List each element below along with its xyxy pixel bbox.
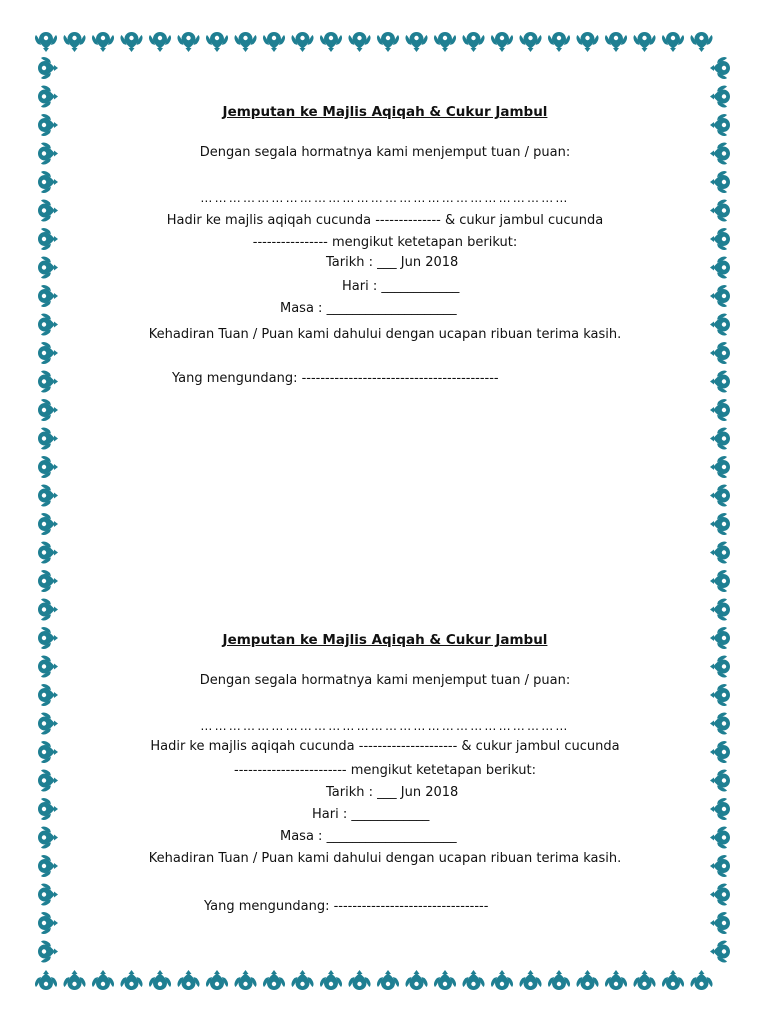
- flower-motif-icon: [710, 684, 730, 706]
- flower-motif-icon: [519, 32, 541, 52]
- flower-motif-icon: [710, 199, 730, 221]
- flower-motif-icon: [38, 114, 58, 136]
- flower-motif-icon: [206, 32, 228, 52]
- flower-motif-icon: [377, 32, 399, 52]
- flower-motif-icon: [710, 912, 730, 934]
- invitation-card-2: [120, 634, 650, 924]
- flower-motif-icon: [63, 32, 85, 52]
- flower-motif-icon: [92, 32, 114, 52]
- flower-motif-icon: [710, 513, 730, 535]
- flower-motif-icon: [710, 313, 730, 335]
- flower-motif-icon: [38, 57, 58, 79]
- flower-motif-icon: [320, 970, 342, 990]
- flower-motif-icon: [38, 627, 58, 649]
- flower-motif-icon: [462, 32, 484, 52]
- flower-motif-icon: [710, 228, 730, 250]
- flower-motif-icon: [405, 970, 427, 990]
- date-line: Tarikh : ___ Jun 2018: [326, 785, 459, 800]
- host-line: Yang mengundang: ------------------------------------------: [172, 371, 499, 386]
- flower-motif-icon: [633, 32, 655, 52]
- flower-motif-icon: [710, 712, 730, 734]
- flower-motif-icon: [38, 855, 58, 877]
- flower-motif-icon: [92, 970, 114, 990]
- flower-motif-icon: [434, 32, 456, 52]
- flower-motif-icon: [320, 32, 342, 52]
- flower-motif-icon: [291, 970, 313, 990]
- flower-motif-icon: [38, 142, 58, 164]
- flower-motif-icon: [38, 370, 58, 392]
- flower-motif-icon: [38, 912, 58, 934]
- flower-motif-icon: [206, 970, 228, 990]
- flower-motif-icon: [710, 285, 730, 307]
- greeting-text: Dengan segala hormatnya kami menjemput tuan / puan:: [199, 145, 571, 160]
- flower-motif-icon: [38, 342, 58, 364]
- flower-motif-icon: [38, 598, 58, 620]
- flower-motif-icon: [38, 940, 58, 962]
- flower-motif-icon: [38, 285, 58, 307]
- flower-motif-icon: [710, 456, 730, 478]
- flower-motif-icon: [710, 798, 730, 820]
- flower-motif-icon: [38, 541, 58, 563]
- invitation-title: Jemputan ke Majlis Aqiqah & Cukur Jambul: [222, 104, 548, 120]
- flower-motif-icon: [434, 970, 456, 990]
- flower-motif-icon: [710, 484, 730, 506]
- flower-motif-icon: [710, 940, 730, 962]
- flower-motif-icon: [38, 399, 58, 421]
- flower-motif-icon: [263, 970, 285, 990]
- flower-motif-icon: [491, 970, 513, 990]
- flower-motif-icon: [576, 970, 598, 990]
- flower-motif-icon: [710, 627, 730, 649]
- closing-text: Kehadiran Tuan / Puan kami dahului dengan ucapan ribuan terima kasih.: [148, 327, 622, 342]
- flower-motif-icon: [633, 970, 655, 990]
- flower-motif-icon: [519, 970, 541, 990]
- greeting-text: Dengan segala hormatnya kami menjemput tuan / puan:: [199, 673, 571, 688]
- flower-motif-icon: [710, 342, 730, 364]
- flower-motif-icon: [710, 655, 730, 677]
- flower-motif-icon: [38, 769, 58, 791]
- flower-motif-icon: [38, 712, 58, 734]
- flower-motif-icon: [405, 32, 427, 52]
- day-line: Hari : ____________: [342, 279, 460, 294]
- closing-text: Kehadiran Tuan / Puan kami dahului dengan ucapan ribuan terima kasih.: [148, 851, 622, 866]
- flower-motif-icon: [38, 684, 58, 706]
- schedule-intro-line: ---------------- mengikut ketetapan berikut:: [252, 235, 518, 250]
- host-line: Yang mengundang: ---------------------------------: [204, 899, 489, 914]
- flower-motif-icon: [35, 32, 57, 52]
- flower-motif-icon: [605, 970, 627, 990]
- flower-motif-icon: [710, 142, 730, 164]
- flower-motif-icon: [710, 171, 730, 193]
- flower-motif-icon: [38, 171, 58, 193]
- flower-motif-icon: [38, 199, 58, 221]
- flower-motif-icon: [38, 313, 58, 335]
- flower-motif-icon: [234, 970, 256, 990]
- flower-motif-icon: [491, 32, 513, 52]
- flower-motif-icon: [548, 32, 570, 52]
- flower-motif-icon: [710, 57, 730, 79]
- flower-motif-icon: [710, 855, 730, 877]
- flower-motif-icon: [177, 970, 199, 990]
- flower-motif-icon: [38, 798, 58, 820]
- flower-motif-icon: [710, 883, 730, 905]
- flower-motif-icon: [149, 970, 171, 990]
- flower-motif-icon: [710, 570, 730, 592]
- flower-motif-icon: [38, 427, 58, 449]
- flower-motif-icon: [710, 427, 730, 449]
- flower-motif-icon: [710, 370, 730, 392]
- flower-motif-icon: [177, 32, 199, 52]
- flower-motif-icon: [710, 541, 730, 563]
- flower-motif-icon: [710, 114, 730, 136]
- date-line: Tarikh : ___ Jun 2018: [326, 255, 459, 270]
- flower-motif-icon: [38, 484, 58, 506]
- day-line: Hari : ____________: [312, 807, 430, 822]
- guest-name-dotted-line: ……………………………………………………………………: [200, 719, 570, 733]
- flower-motif-icon: [149, 32, 171, 52]
- flower-motif-icon: [63, 970, 85, 990]
- attendance-line: Hadir ke majlis aqiqah cucunda --------------------- & cukur jambul cucunda: [150, 739, 620, 754]
- flower-motif-icon: [38, 85, 58, 107]
- flower-motif-icon: [710, 399, 730, 421]
- flower-motif-icon: [662, 32, 684, 52]
- flower-motif-icon: [662, 970, 684, 990]
- flower-motif-icon: [38, 826, 58, 848]
- flower-motif-icon: [605, 32, 627, 52]
- time-line: Masa : ____________________: [280, 301, 457, 316]
- flower-motif-icon: [35, 970, 57, 990]
- flower-motif-icon: [38, 741, 58, 763]
- flower-motif-icon: [38, 883, 58, 905]
- flower-motif-icon: [576, 32, 598, 52]
- flower-motif-icon: [38, 655, 58, 677]
- schedule-intro-line: ------------------------ mengikut ketetapan berikut:: [234, 763, 536, 778]
- flower-motif-icon: [120, 32, 142, 52]
- flower-motif-icon: [291, 32, 313, 52]
- guest-name-dotted-line: ……………………………………………………………………: [200, 191, 570, 205]
- flower-motif-icon: [710, 741, 730, 763]
- flower-motif-icon: [710, 826, 730, 848]
- invitation-title: Jemputan ke Majlis Aqiqah & Cukur Jambul: [222, 632, 548, 648]
- flower-motif-icon: [348, 970, 370, 990]
- flower-motif-icon: [377, 970, 399, 990]
- invitation-card-1: [120, 106, 650, 396]
- flower-motif-icon: [690, 970, 712, 990]
- flower-motif-icon: [38, 256, 58, 278]
- flower-motif-icon: [263, 32, 285, 52]
- time-line: Masa : ____________________: [280, 829, 457, 844]
- flower-motif-icon: [234, 32, 256, 52]
- flower-motif-icon: [710, 85, 730, 107]
- flower-motif-icon: [710, 598, 730, 620]
- flower-motif-icon: [690, 32, 712, 52]
- flower-motif-icon: [38, 228, 58, 250]
- flower-motif-icon: [38, 570, 58, 592]
- attendance-line: Hadir ke majlis aqiqah cucunda -------------- & cukur jambul cucunda: [166, 213, 604, 228]
- flower-motif-icon: [462, 970, 484, 990]
- flower-motif-icon: [348, 32, 370, 52]
- flower-motif-icon: [38, 456, 58, 478]
- flower-motif-icon: [710, 769, 730, 791]
- flower-motif-icon: [548, 970, 570, 990]
- flower-motif-icon: [120, 970, 142, 990]
- flower-motif-icon: [38, 513, 58, 535]
- flower-motif-icon: [710, 256, 730, 278]
